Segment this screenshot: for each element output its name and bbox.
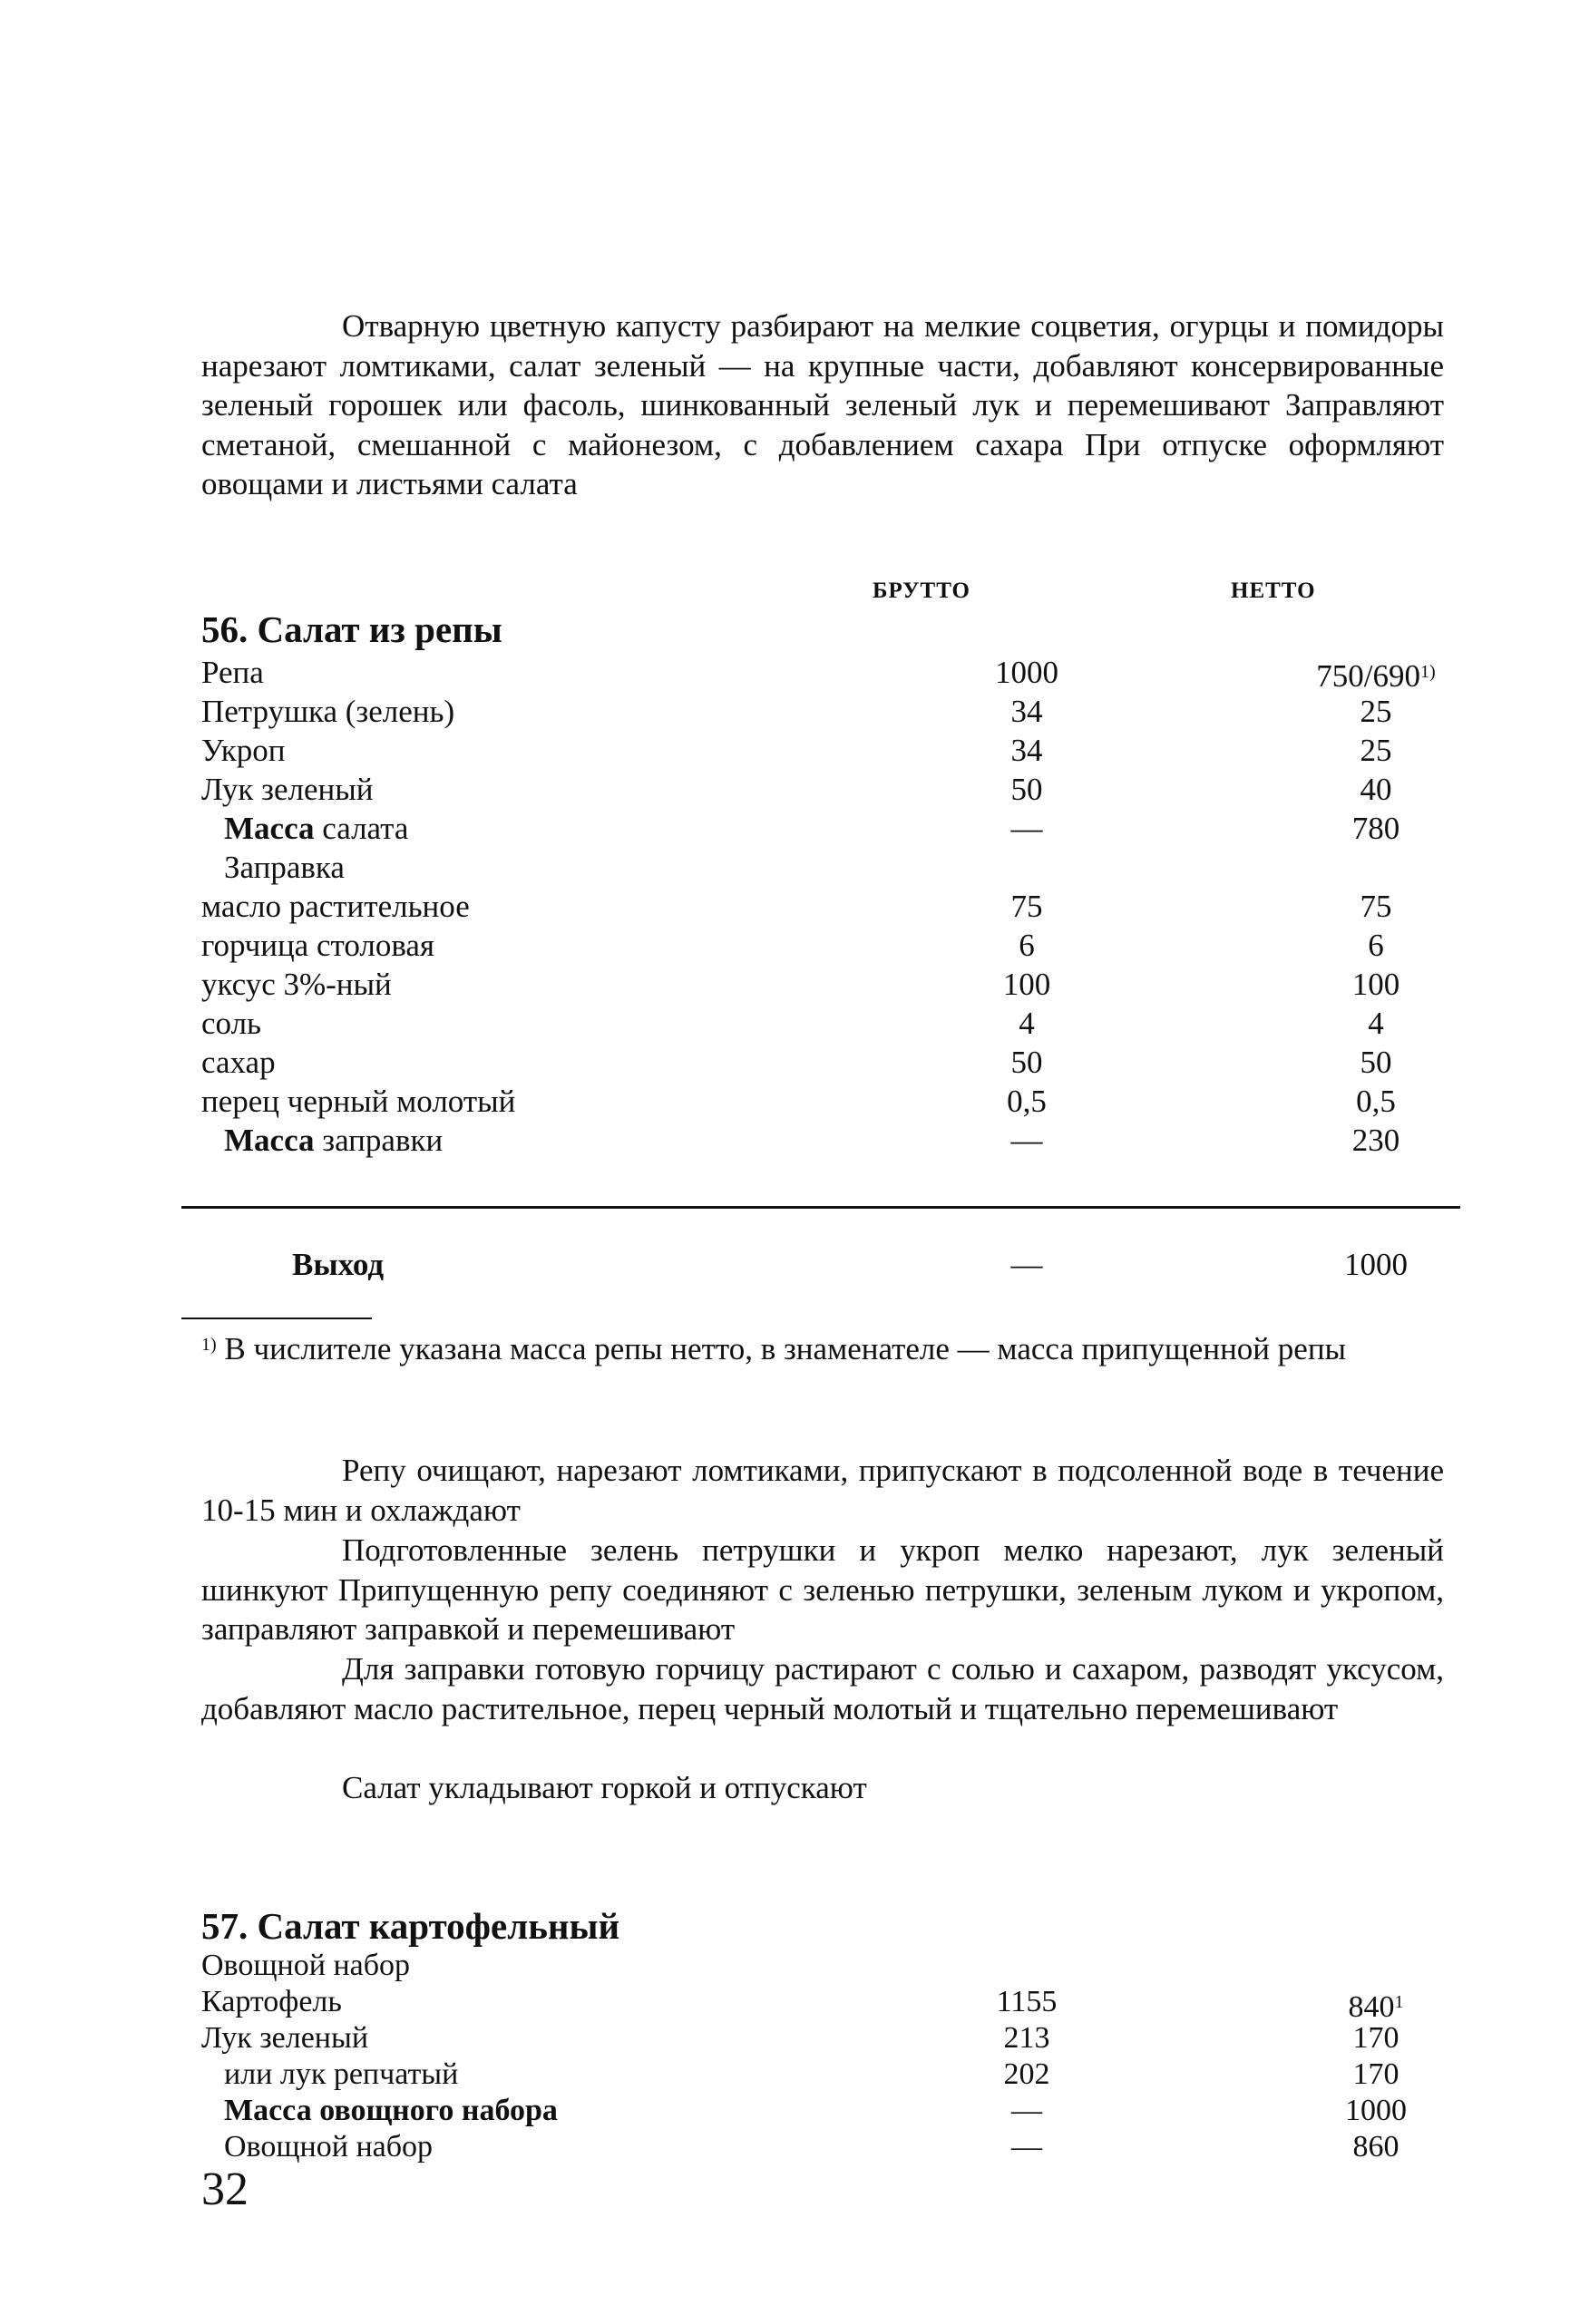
ingredient-row: [201, 2020, 1435, 2057]
netto-value: $840^1$: [1348, 1990, 1404, 2024]
ingredient-name: Лук зеленый: [201, 772, 374, 807]
output-label: Выход: [292, 1247, 385, 1282]
ingredient-name: Овощной набор: [224, 2130, 434, 2164]
brutto-value: 1000: [995, 655, 1058, 690]
page-number: 32: [201, 2164, 249, 2215]
ingredient-name: Лук зеленый: [201, 2021, 369, 2055]
output-row: [201, 1245, 1435, 1284]
ingredient-name: или лук репчатый: [224, 2057, 459, 2091]
ingredient-name: Масса салата: [224, 811, 409, 846]
netto-value: 40: [1360, 772, 1392, 807]
netto-value: 6: [1368, 928, 1384, 963]
brutto-value: 0,5: [1007, 1084, 1047, 1119]
ingredient-name: Масса заправки: [224, 1123, 444, 1158]
netto-value: 100: [1351, 967, 1400, 1002]
ingredient-row: [201, 1043, 1435, 1082]
vegetable-mass-row: [201, 2093, 1435, 2129]
method-paragraph: Репу очищают, нарезают ломтиками, припускают в подсоленной воде в течение 10-15 мин и охлаждают: [201, 1453, 1444, 1528]
ingredient-row: [201, 731, 1435, 770]
netto-value: 0,5: [1356, 1084, 1396, 1119]
netto-value: 4: [1368, 1006, 1384, 1041]
brutto-value: 75: [1010, 889, 1043, 924]
footnote-ref: 1): [1420, 662, 1436, 682]
ingredient-name: Укроп: [201, 733, 286, 768]
brutto-value: —: [1010, 811, 1043, 846]
netto-value: 50: [1360, 1045, 1392, 1080]
ingredient-name: горчица столовая: [201, 928, 435, 963]
brutto-value: 4: [1019, 1006, 1035, 1041]
brutto-value: —: [1010, 1247, 1043, 1282]
netto-value: 860: [1352, 2130, 1399, 2164]
ingredient-row: [201, 692, 1435, 731]
ingredient-name: Репа: [201, 655, 264, 690]
brutto-value: 1155: [996, 1985, 1058, 2018]
brutto-value: 213: [1003, 2021, 1050, 2055]
ingredient-name: сахар: [201, 1045, 276, 1080]
dressing-mass-row: [201, 1121, 1435, 1160]
netto-value: 75: [1360, 889, 1392, 924]
ingredient-row: [201, 1004, 1435, 1043]
intro-paragraph: Отварную цветную капусту разбирают на мелкие соцветия, огурцы и помидоры нарезают ломтиками, салат зеленый — на крупные части, добавляют консервированные зеленый горошек или фасоль, шинкованный зеленый лук и перемешивают Заправляют сметаной, смешанной с майонезом, с добавлением сахара При отпуске оформляют овощами и листьями салата: [201, 308, 1444, 501]
ingredient-name: Масса овощного набора: [224, 2094, 558, 2127]
ingredient-name: перец черный молотый: [201, 1084, 516, 1119]
ingredient-name: Заправка: [224, 850, 345, 885]
table-divider: [181, 1206, 1460, 1209]
netto-value: 170: [1352, 2057, 1399, 2091]
netto-value: 25: [1360, 733, 1392, 768]
ingredient-name: соль: [201, 1006, 262, 1041]
recipe-56-title: 56. Салат из репы: [201, 608, 502, 650]
ingredient-name: уксус 3%-ный: [201, 967, 392, 1002]
ingredient-row: [201, 1984, 1435, 2024]
brutto-value: 34: [1010, 733, 1043, 768]
netto-value: 170: [1352, 2021, 1399, 2055]
ingredient-row: [201, 653, 1435, 692]
netto-value: 750/690$^{1)}$: [1316, 658, 1436, 694]
footnote-ref: 1: [1394, 1992, 1404, 2012]
netto-value: 25: [1360, 694, 1392, 729]
netto-value: 1000: [1345, 2094, 1407, 2127]
ingredient-name: масло растительное: [201, 889, 470, 924]
ingredient-name: Петрушка (зелень): [201, 694, 455, 729]
ingredient-name: Овощной набор: [201, 1949, 411, 1982]
ingredient-row: [201, 1082, 1435, 1121]
brutto-value: 6: [1019, 928, 1035, 963]
brutto-value: 50: [1010, 1045, 1043, 1080]
method-paragraph: Для заправки готовую горчицу растирают с солью и сахаром, разводят уксусом, добавляют масло растительное, перец черный молотый и тщательно перемешивают: [201, 1651, 1444, 1726]
netto-value: 780: [1351, 811, 1400, 846]
brutto-value: —: [1011, 2130, 1042, 2164]
brutto-value: —: [1010, 1123, 1043, 1158]
recipe-57-title: 57. Салат картофельный: [201, 1905, 620, 1947]
brutto-value: 202: [1003, 2057, 1050, 2091]
ingredient-row: [201, 2057, 1435, 2093]
column-header-brutto: БРУТТО: [873, 579, 970, 603]
footnote-rule: [181, 1318, 372, 1319]
brutto-value: 34: [1010, 694, 1043, 729]
brutto-value: —: [1011, 2094, 1042, 2127]
method-paragraph: Салат укладывают горкой и отпускают: [342, 1770, 867, 1805]
footnote-mark: 1): [201, 1335, 217, 1355]
netto-value: 1000: [1344, 1247, 1408, 1282]
footnote: $^{1)}$ В числителе указана масса репы нетто, в знаменателе — масса припущенной репы: [201, 1331, 1347, 1366]
ingredient-row: [201, 2129, 1435, 2165]
column-header-netto: НЕТТО: [1231, 579, 1316, 603]
salad-mass-row: [201, 809, 1435, 848]
ingredient-row: [201, 887, 1435, 926]
ingredient-row: [201, 965, 1435, 1004]
method-paragraph: Подготовленные зелень петрушки и укроп мелко нарезают, лук зеленый шинкуют Припущенную репу соединяют с зеленью петрушки, зеленым луком и укропом, заправляют заправкой и перемешивают: [201, 1532, 1444, 1647]
ingredient-name: Картофель: [201, 1985, 342, 2018]
brutto-value: 50: [1010, 772, 1043, 807]
brutto-value: 100: [1002, 967, 1051, 1002]
ingredient-row: [201, 1948, 1435, 1984]
dressing-heading-row: [201, 848, 1435, 887]
netto-value: 230: [1351, 1123, 1400, 1158]
ingredient-row: [201, 926, 1435, 965]
ingredient-row: [201, 770, 1435, 809]
